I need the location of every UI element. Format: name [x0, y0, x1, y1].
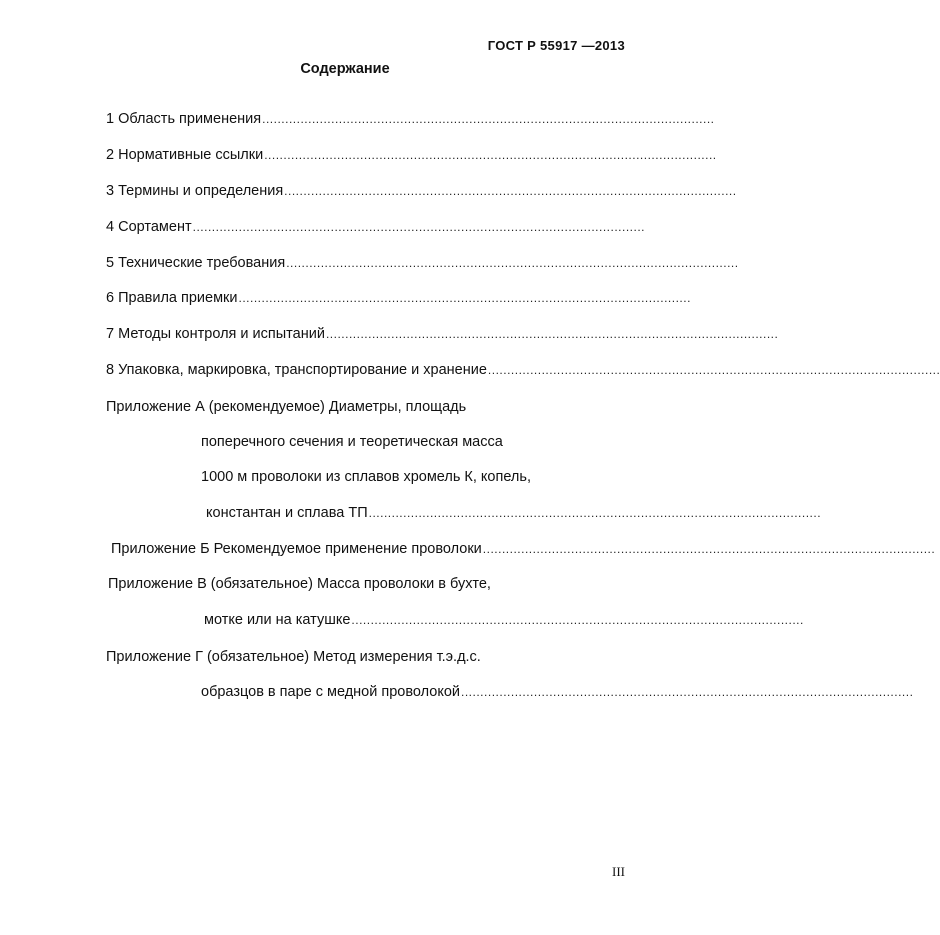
toc-leader-dots: ...................................................................................................................... [192, 220, 646, 234]
toc-entry-4[interactable] [106, 217, 646, 237]
toc-leader-dots: ...................................................................................................................... [482, 542, 936, 556]
toc-leader-dots: ...................................................................................................................... [368, 506, 822, 520]
toc-entry-5[interactable] [106, 253, 739, 273]
toc-entry-label: 1 Область применения [106, 111, 262, 127]
toc-leader-dots: ...................................................................................................................... [461, 685, 914, 699]
document-code: ГОСТ Р 55917 —2013 [487, 38, 625, 53]
toc-entry-6[interactable] [106, 288, 691, 308]
toc-leader-dots: ...................................................................................................................... [487, 363, 940, 377]
appendix-b-entry[interactable] [111, 539, 936, 559]
toc-entry-1[interactable] [106, 109, 715, 129]
page-number: III [612, 864, 625, 879]
toc-leader-dots: ...................................................................................................................... [325, 327, 779, 341]
toc-leader-dots: ...................................................................................................................... [264, 148, 717, 162]
appendix-a-line-2: поперечного сечения и теоретическая масса [201, 434, 503, 450]
toc-entry-label: 5 Технические требования [106, 255, 286, 271]
toc-leader-dots: ...................................................................................................................... [284, 184, 737, 198]
appendix-g-line-1[interactable]: Приложение Г (обязательное) Метод измерения т.э.д.с. [106, 649, 481, 665]
toc-entry-3[interactable] [106, 181, 737, 201]
toc-leader-dots: ...................................................................................................................... [351, 613, 804, 627]
appendix-v-line-1[interactable]: Приложение В (обязательное) Масса проволоки в бухте, [108, 576, 491, 592]
toc-entry-label: 8 Упаковка, маркировка, транспортирование и хранение [106, 362, 487, 378]
toc-entry-label: 3 Термины и определения [106, 183, 284, 199]
appendix-a-line-4[interactable] [206, 503, 822, 523]
toc-entry-label: Приложение Б Рекомендуемое применение проволоки [111, 541, 482, 557]
toc-entry-7[interactable] [106, 324, 779, 344]
page-title: Содержание [300, 61, 390, 77]
toc-entry-label: 7 Методы контроля и испытаний [106, 326, 325, 342]
toc-leader-dots: ...................................................................................................................... [238, 291, 691, 305]
toc-entry-label: 4 Сортамент [106, 219, 192, 235]
toc-entry-label: образцов в паре с медной проволокой [201, 684, 461, 700]
toc-entry-label: константан и сплава ТП [206, 505, 368, 521]
toc-leader-dots: ...................................................................................................................... [286, 256, 739, 270]
toc-entry-label: 2 Нормативные ссылки [106, 147, 264, 163]
toc-entry-label: 6 Правила приемки [106, 290, 238, 306]
appendix-g-line-2[interactable] [201, 682, 914, 702]
toc-leader-dots: ...................................................................................................................... [262, 112, 715, 126]
toc-entry-2[interactable] [106, 145, 717, 165]
toc-entry-8[interactable] [106, 360, 940, 380]
appendix-a-line-3: 1000 м проволоки из сплавов хромель К, копель, [201, 469, 531, 485]
appendix-v-line-2[interactable] [204, 610, 804, 630]
toc-entry-label: мотке или на катушке [204, 612, 351, 628]
appendix-a-line-1[interactable]: Приложение А (рекомендуемое) Диаметры, площадь [106, 399, 467, 415]
